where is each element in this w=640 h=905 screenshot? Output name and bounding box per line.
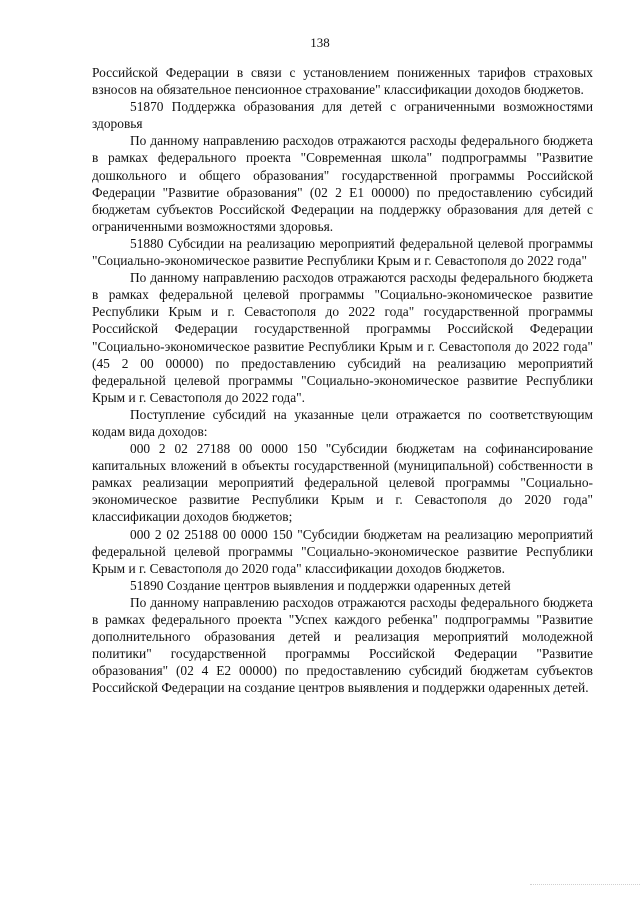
- document-body: [92, 64, 593, 696]
- paragraph-51890-description: По данному направлению расходов отражаются расходы федерального бюджета в рамках федерального проекта "Успех каждого ребенка" подпрограммы "Развитие дополнительного образования детей и реализация мероприятий молодежной политики" государственной программы Российской Федерации "Развитие образования" (02 4 E2 00000) по предоставлению субсидий бюджетам субъектов Российской Федерации на создание центров выявления и поддержки одаренных детей.: [92, 594, 593, 696]
- paragraph-income-code-25188: 000 2 02 25188 00 0000 150 "Субсидии бюджетам на реализацию мероприятий федеральной целевой программы "Социально-экономическое развитие Республики Крым и г. Севастополя до 2020 года" классификации доходов бюджетов.: [92, 526, 593, 576]
- paragraph-income-code-27188: 000 2 02 27188 00 0000 150 "Субсидии бюджетам на софинансирование капитальных вложений в объекты государственной (муниципальной) собственности в рамках реализации мероприятий федеральной целевой программы "Социально-экономическое развитие Республики Крым и г. Севастополя до 2020 года" классификации доходов бюджетов;: [92, 441, 593, 525]
- page-number: 138: [310, 35, 330, 50]
- paragraph-51870-description: По данному направлению расходов отражаются расходы федерального бюджета в рамках федерального проекта "Современная школа" подпрограммы "Развитие дошкольного и общего образования" государственной программы Российской Федерации "Развитие образования" (02 2 E1 00000) по предоставлению субсидий бюджетам субъектов Российской Федерации на поддержку образования для детей с ограниченными возможностями здоровья.: [92, 133, 593, 234]
- paragraph-income-intro: Поступление субсидий на указанные цели отражается по соответствующим кодам вида доходов:: [92, 406, 593, 439]
- paragraph-51880-description: По данному направлению расходов отражаются расходы федерального бюджета в рамках федеральной целевой программы "Социально-экономическое развитие Республики Крым и г. Севастополя до 2022 года" государственной программы Российской Федерации государственной программы Российской Федерации "Социально-экономическое развитие Республики Крым и г. Севастополя до 2022 года" (45 2 00 00000) по предоставлению субсидий на реализацию мероприятий федеральной целевой программы "Социально-экономическое развитие Республики Крым и г. Севастополя до 2022 года".: [92, 270, 593, 405]
- paragraph-continuation: Российской Федерации в связи с установлением пониженных тарифов страховых взносов на обязательное пенсионное страхование" классификации доходов бюджетов.: [92, 65, 593, 98]
- heading-51870: 51870 Поддержка образования для детей с ограниченными возможностями здоровья: [92, 99, 593, 132]
- heading-51880: 51880 Субсидии на реализацию мероприятий федеральной целевой программы "Социально-экономическое развитие Республики Крым и г. Севастополя до 2022 года": [92, 235, 593, 269]
- heading-51890: 51890 Создание центров выявления и поддержки одаренных детей: [130, 577, 511, 593]
- scan-edge-mark: [530, 884, 640, 905]
